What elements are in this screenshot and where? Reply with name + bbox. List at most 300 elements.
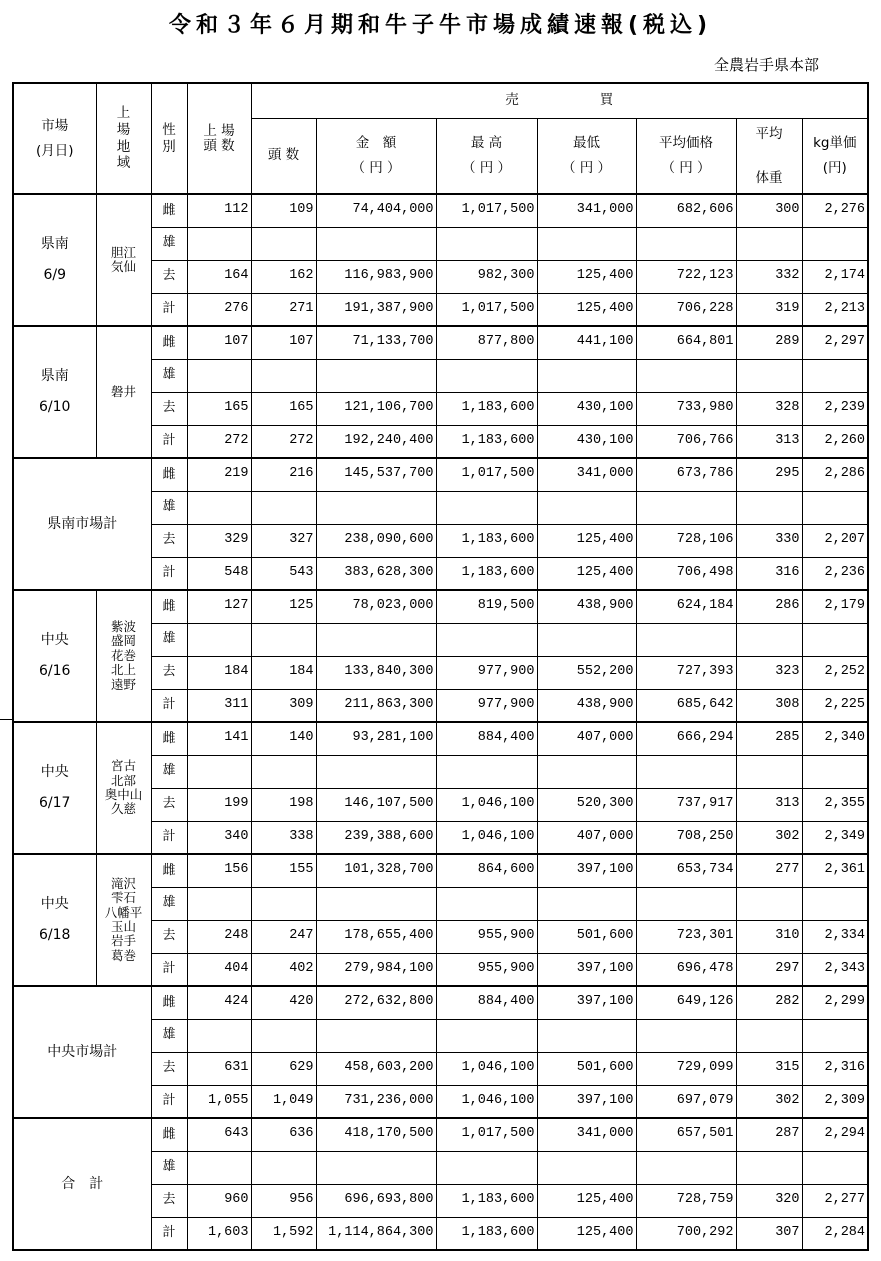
min-price-cell bbox=[537, 755, 636, 788]
amount-cell bbox=[316, 1019, 436, 1052]
max-price-cell: 1,183,600 bbox=[436, 1217, 537, 1250]
margin-mark bbox=[0, 719, 12, 720]
amount-cell: 1,114,864,300 bbox=[316, 1217, 436, 1250]
avg-price-cell: 682,606 bbox=[636, 194, 736, 227]
listed-heads-cell bbox=[187, 1151, 251, 1184]
listed-heads-cell: 184 bbox=[187, 656, 251, 689]
min-price-cell bbox=[537, 491, 636, 524]
sold-heads-cell: 636 bbox=[251, 1118, 316, 1151]
avg-price-cell bbox=[636, 1151, 736, 1184]
avg-price-cell: 657,501 bbox=[636, 1118, 736, 1151]
header-kg-price-unit: (円) bbox=[822, 159, 847, 176]
sold-heads-cell: 125 bbox=[251, 590, 316, 623]
sold-heads-cell bbox=[251, 755, 316, 788]
max-price-cell: 1,046,100 bbox=[436, 1052, 537, 1085]
kg-price-cell: 2,260 bbox=[802, 425, 868, 458]
area-name: 紫波 bbox=[110, 619, 136, 635]
area-name: 盛岡 bbox=[110, 633, 136, 649]
min-price-cell: 341,000 bbox=[537, 458, 636, 491]
amount-cell bbox=[316, 491, 436, 524]
avg-weight-cell: 289 bbox=[736, 326, 802, 359]
avg-price-cell: 673,786 bbox=[636, 458, 736, 491]
max-price-cell: 1,017,500 bbox=[436, 1118, 537, 1151]
max-price-cell bbox=[436, 491, 537, 524]
listed-heads-cell: 127 bbox=[187, 590, 251, 623]
market-date: 6/18 bbox=[39, 927, 71, 943]
avg-weight-cell: 295 bbox=[736, 458, 802, 491]
min-price-cell: 125,400 bbox=[537, 260, 636, 293]
sex-label: 雄 bbox=[151, 1019, 187, 1052]
header-max-label: 最 高 bbox=[470, 135, 503, 152]
sex-label: 計 bbox=[151, 821, 187, 854]
avg-weight-cell: 308 bbox=[736, 689, 802, 722]
amount-cell bbox=[316, 887, 436, 920]
header-sales-group: 売 買 bbox=[251, 83, 868, 118]
avg-price-cell: 728,106 bbox=[636, 524, 736, 557]
listed-heads-cell: 107 bbox=[187, 326, 251, 359]
area-cell bbox=[96, 722, 151, 854]
amount-cell: 279,984,100 bbox=[316, 953, 436, 986]
avg-price-cell bbox=[636, 491, 736, 524]
avg-price-cell bbox=[636, 359, 736, 392]
avg-price-cell: 733,980 bbox=[636, 392, 736, 425]
table-row bbox=[13, 458, 868, 491]
kg-price-cell: 2,276 bbox=[802, 194, 868, 227]
avg-weight-cell: 277 bbox=[736, 854, 802, 887]
amount-cell: 71,133,700 bbox=[316, 326, 436, 359]
sold-heads-cell: 271 bbox=[251, 293, 316, 326]
market-name: 中央 bbox=[40, 632, 69, 649]
header-max bbox=[436, 118, 537, 194]
header-sex-char: 別 bbox=[162, 138, 176, 155]
listed-heads-cell: 329 bbox=[187, 524, 251, 557]
sex-label: 雄 bbox=[151, 359, 187, 392]
avg-weight-cell: 328 bbox=[736, 392, 802, 425]
avg-weight-cell bbox=[736, 887, 802, 920]
min-price-cell bbox=[537, 1151, 636, 1184]
area-name: 胆江 bbox=[110, 244, 136, 260]
header-listed-heads-line: 上 場 bbox=[203, 122, 235, 139]
header-min-unit: （ 円 ） bbox=[561, 159, 612, 176]
avg-weight-cell: 313 bbox=[736, 425, 802, 458]
header-market-date: (月日) bbox=[35, 142, 74, 159]
kg-price-cell bbox=[802, 491, 868, 524]
kg-price-cell: 2,174 bbox=[802, 260, 868, 293]
market-group bbox=[13, 194, 868, 326]
sex-label: 雌 bbox=[151, 326, 187, 359]
min-price-cell: 438,900 bbox=[537, 590, 636, 623]
sex-label: 計 bbox=[151, 1085, 187, 1118]
listed-heads-cell bbox=[187, 359, 251, 392]
table-row bbox=[13, 1118, 868, 1151]
max-price-cell: 1,183,600 bbox=[436, 392, 537, 425]
sex-label: 雌 bbox=[151, 1118, 187, 1151]
sex-label: 去 bbox=[151, 1184, 187, 1217]
amount-cell: 272,632,800 bbox=[316, 986, 436, 1019]
max-price-cell: 877,800 bbox=[436, 326, 537, 359]
area-cell bbox=[96, 590, 151, 722]
max-price-cell: 1,046,100 bbox=[436, 1085, 537, 1118]
avg-weight-cell: 330 bbox=[736, 524, 802, 557]
avg-price-cell: 664,801 bbox=[636, 326, 736, 359]
sex-label: 計 bbox=[151, 953, 187, 986]
avg-price-cell bbox=[636, 623, 736, 656]
sold-heads-cell: 272 bbox=[251, 425, 316, 458]
avg-price-cell: 653,734 bbox=[636, 854, 736, 887]
avg-price-cell: 723,301 bbox=[636, 920, 736, 953]
sex-label: 雄 bbox=[151, 887, 187, 920]
max-price-cell: 864,600 bbox=[436, 854, 537, 887]
listed-heads-cell bbox=[187, 1019, 251, 1052]
sex-label: 雄 bbox=[151, 623, 187, 656]
market-name: 中央 bbox=[40, 896, 69, 913]
avg-price-cell: 685,642 bbox=[636, 689, 736, 722]
sex-label: 計 bbox=[151, 1217, 187, 1250]
listed-heads-cell bbox=[187, 887, 251, 920]
amount-cell: 145,537,700 bbox=[316, 458, 436, 491]
header-area-char: 域 bbox=[116, 155, 131, 172]
max-price-cell: 1,046,100 bbox=[436, 821, 537, 854]
avg-weight-cell: 319 bbox=[736, 293, 802, 326]
kg-price-cell: 2,343 bbox=[802, 953, 868, 986]
kg-price-cell: 2,309 bbox=[802, 1085, 868, 1118]
avg-weight-cell: 286 bbox=[736, 590, 802, 623]
avg-weight-cell: 323 bbox=[736, 656, 802, 689]
amount-cell: 383,628,300 bbox=[316, 557, 436, 590]
max-price-cell: 1,183,600 bbox=[436, 557, 537, 590]
area-name: 雫石 bbox=[110, 890, 136, 906]
max-price-cell: 884,400 bbox=[436, 722, 537, 755]
area-name: 玉山 bbox=[110, 919, 136, 934]
header-min bbox=[537, 118, 636, 194]
sold-heads-cell: 247 bbox=[251, 920, 316, 953]
amount-cell: 192,240,400 bbox=[316, 425, 436, 458]
market-name: 県南 bbox=[40, 236, 69, 253]
header-min-label: 最低 bbox=[573, 135, 600, 152]
min-price-cell: 341,000 bbox=[537, 194, 636, 227]
min-price-cell: 407,000 bbox=[537, 722, 636, 755]
min-price-cell: 501,600 bbox=[537, 920, 636, 953]
min-price-cell: 501,600 bbox=[537, 1052, 636, 1085]
market-cell bbox=[13, 722, 96, 854]
listed-heads-cell: 199 bbox=[187, 788, 251, 821]
listed-heads-cell: 272 bbox=[187, 425, 251, 458]
header-amount-label: 金 額 bbox=[355, 135, 397, 152]
min-price-cell: 125,400 bbox=[537, 524, 636, 557]
amount-cell: 211,863,300 bbox=[316, 689, 436, 722]
amount-cell bbox=[316, 755, 436, 788]
kg-price-cell bbox=[802, 359, 868, 392]
listed-heads-cell bbox=[187, 227, 251, 260]
header-area-char: 場 bbox=[116, 121, 131, 138]
kg-price-cell: 2,225 bbox=[802, 689, 868, 722]
area-name: 八幡平 bbox=[104, 904, 143, 920]
avg-price-cell: 737,917 bbox=[636, 788, 736, 821]
max-price-cell: 1,183,600 bbox=[436, 425, 537, 458]
market-name: 県南 bbox=[40, 368, 69, 385]
market-cell bbox=[13, 326, 96, 458]
sold-heads-cell bbox=[251, 1151, 316, 1184]
avg-price-cell: 624,184 bbox=[636, 590, 736, 623]
sold-heads-cell: 543 bbox=[251, 557, 316, 590]
header-area-char: 地 bbox=[116, 138, 131, 155]
area-name: 葛巻 bbox=[110, 947, 136, 963]
area-name: 北上 bbox=[110, 662, 136, 678]
avg-weight-cell bbox=[736, 227, 802, 260]
kg-price-cell: 2,334 bbox=[802, 920, 868, 953]
min-price-cell: 520,300 bbox=[537, 788, 636, 821]
amount-cell bbox=[316, 623, 436, 656]
market-cell bbox=[13, 194, 96, 326]
sold-heads-cell: 109 bbox=[251, 194, 316, 227]
market-cell bbox=[13, 590, 96, 722]
kg-price-cell bbox=[802, 1151, 868, 1184]
avg-price-cell: 729,099 bbox=[636, 1052, 736, 1085]
listed-heads-cell: 404 bbox=[187, 953, 251, 986]
sold-heads-cell bbox=[251, 1019, 316, 1052]
sex-label: 雌 bbox=[151, 590, 187, 623]
sold-heads-cell: 155 bbox=[251, 854, 316, 887]
max-price-cell: 1,017,500 bbox=[436, 194, 537, 227]
market-group bbox=[13, 458, 868, 590]
sold-heads-cell bbox=[251, 623, 316, 656]
sex-label: 去 bbox=[151, 1052, 187, 1085]
amount-cell: 116,983,900 bbox=[316, 260, 436, 293]
listed-heads-cell bbox=[187, 491, 251, 524]
amount-cell: 93,281,100 bbox=[316, 722, 436, 755]
subtotal-label: 中央市場計 bbox=[13, 986, 151, 1118]
min-price-cell: 397,100 bbox=[537, 1085, 636, 1118]
max-price-cell: 955,900 bbox=[436, 920, 537, 953]
min-price-cell bbox=[537, 227, 636, 260]
area-cell bbox=[96, 194, 151, 326]
avg-price-cell: 706,498 bbox=[636, 557, 736, 590]
avg-price-cell: 728,759 bbox=[636, 1184, 736, 1217]
kg-price-cell: 2,349 bbox=[802, 821, 868, 854]
listed-heads-cell: 248 bbox=[187, 920, 251, 953]
kg-price-cell: 2,355 bbox=[802, 788, 868, 821]
min-price-cell bbox=[537, 887, 636, 920]
avg-weight-cell bbox=[736, 623, 802, 656]
header-avg-price-label: 平均価格 bbox=[659, 135, 713, 152]
max-price-cell: 982,300 bbox=[436, 260, 537, 293]
area-name: 久慈 bbox=[110, 801, 136, 817]
header-avg-weight bbox=[736, 118, 802, 194]
header-heads: 頭 数 bbox=[251, 118, 316, 194]
header-listed-heads-line: 頭 数 bbox=[203, 137, 235, 154]
kg-price-cell bbox=[802, 755, 868, 788]
kg-price-cell: 2,213 bbox=[802, 293, 868, 326]
listed-heads-cell: 1,055 bbox=[187, 1085, 251, 1118]
header-kg-price bbox=[802, 118, 868, 194]
area-name: 遠野 bbox=[110, 676, 136, 692]
kg-price-cell: 2,297 bbox=[802, 326, 868, 359]
avg-weight-cell: 287 bbox=[736, 1118, 802, 1151]
sold-heads-cell: 140 bbox=[251, 722, 316, 755]
kg-price-cell: 2,179 bbox=[802, 590, 868, 623]
header-area bbox=[96, 83, 151, 194]
listed-heads-cell: 164 bbox=[187, 260, 251, 293]
sold-heads-cell bbox=[251, 359, 316, 392]
listed-heads-cell bbox=[187, 623, 251, 656]
min-price-cell: 397,100 bbox=[537, 986, 636, 1019]
min-price-cell: 125,400 bbox=[537, 557, 636, 590]
amount-cell: 121,106,700 bbox=[316, 392, 436, 425]
sold-heads-cell: 629 bbox=[251, 1052, 316, 1085]
max-price-cell: 1,017,500 bbox=[436, 293, 537, 326]
sex-label: 計 bbox=[151, 425, 187, 458]
sold-heads-cell: 198 bbox=[251, 788, 316, 821]
max-price-cell: 977,900 bbox=[436, 656, 537, 689]
sex-label: 雌 bbox=[151, 854, 187, 887]
listed-heads-cell: 276 bbox=[187, 293, 251, 326]
sex-label: 計 bbox=[151, 293, 187, 326]
kg-price-cell: 2,207 bbox=[802, 524, 868, 557]
avg-weight-cell: 313 bbox=[736, 788, 802, 821]
results-table bbox=[12, 82, 869, 1251]
amount-cell bbox=[316, 359, 436, 392]
table-row bbox=[13, 326, 868, 359]
avg-weight-cell: 302 bbox=[736, 1085, 802, 1118]
max-price-cell: 1,183,600 bbox=[436, 1184, 537, 1217]
sold-heads-cell: 184 bbox=[251, 656, 316, 689]
listed-heads-cell: 424 bbox=[187, 986, 251, 1019]
table-row bbox=[13, 590, 868, 623]
min-price-cell: 407,000 bbox=[537, 821, 636, 854]
avg-price-cell: 697,079 bbox=[636, 1085, 736, 1118]
min-price-cell: 341,000 bbox=[537, 1118, 636, 1151]
listed-heads-cell: 340 bbox=[187, 821, 251, 854]
sold-heads-cell: 1,049 bbox=[251, 1085, 316, 1118]
max-price-cell bbox=[436, 1019, 537, 1052]
area-cell bbox=[96, 326, 151, 458]
min-price-cell: 430,100 bbox=[537, 392, 636, 425]
listed-heads-cell: 960 bbox=[187, 1184, 251, 1217]
avg-price-cell: 706,228 bbox=[636, 293, 736, 326]
sold-heads-cell: 107 bbox=[251, 326, 316, 359]
table-row bbox=[13, 854, 868, 887]
amount-cell: 696,693,800 bbox=[316, 1184, 436, 1217]
min-price-cell: 438,900 bbox=[537, 689, 636, 722]
max-price-cell bbox=[436, 887, 537, 920]
avg-weight-cell bbox=[736, 1019, 802, 1052]
sold-heads-cell bbox=[251, 887, 316, 920]
amount-cell: 191,387,900 bbox=[316, 293, 436, 326]
sex-label: 雄 bbox=[151, 227, 187, 260]
amount-cell: 78,023,000 bbox=[316, 590, 436, 623]
sold-heads-cell: 338 bbox=[251, 821, 316, 854]
header-sex bbox=[151, 83, 187, 194]
sold-heads-cell bbox=[251, 227, 316, 260]
sold-heads-cell: 309 bbox=[251, 689, 316, 722]
amount-cell: 101,328,700 bbox=[316, 854, 436, 887]
amount-cell: 239,388,600 bbox=[316, 821, 436, 854]
header-amount bbox=[316, 118, 436, 194]
amount-cell bbox=[316, 1151, 436, 1184]
sex-label: 去 bbox=[151, 392, 187, 425]
sex-label: 去 bbox=[151, 524, 187, 557]
market-group bbox=[13, 722, 868, 854]
max-price-cell bbox=[436, 359, 537, 392]
header-avg-price bbox=[636, 118, 736, 194]
sold-heads-cell: 1,592 bbox=[251, 1217, 316, 1250]
page-title: 令和３年６月期和牛子牛市場成績速報(税込) bbox=[168, 13, 713, 38]
amount-cell: 146,107,500 bbox=[316, 788, 436, 821]
sold-heads-cell bbox=[251, 491, 316, 524]
area-name: 奥中山 bbox=[104, 787, 143, 802]
header-kg-price-label: kg単価 bbox=[813, 135, 857, 152]
sex-label: 雄 bbox=[151, 755, 187, 788]
listed-heads-cell: 1,603 bbox=[187, 1217, 251, 1250]
avg-weight-cell bbox=[736, 1151, 802, 1184]
avg-weight-cell bbox=[736, 359, 802, 392]
avg-price-cell: 649,126 bbox=[636, 986, 736, 1019]
sex-label: 去 bbox=[151, 656, 187, 689]
max-price-cell bbox=[436, 227, 537, 260]
market-cell bbox=[13, 854, 96, 986]
listed-heads-cell: 156 bbox=[187, 854, 251, 887]
sold-heads-cell: 327 bbox=[251, 524, 316, 557]
market-group bbox=[13, 854, 868, 986]
min-price-cell: 430,100 bbox=[537, 425, 636, 458]
min-price-cell: 441,100 bbox=[537, 326, 636, 359]
sold-heads-cell: 216 bbox=[251, 458, 316, 491]
area-name: 花巻 bbox=[110, 647, 136, 663]
min-price-cell bbox=[537, 623, 636, 656]
min-price-cell: 125,400 bbox=[537, 1184, 636, 1217]
max-price-cell: 1,017,500 bbox=[436, 458, 537, 491]
kg-price-cell: 2,340 bbox=[802, 722, 868, 755]
area-name: 滝沢 bbox=[110, 875, 136, 891]
min-price-cell: 397,100 bbox=[537, 953, 636, 986]
avg-price-cell: 666,294 bbox=[636, 722, 736, 755]
avg-weight-cell: 300 bbox=[736, 194, 802, 227]
header-avg-weight-label: 平均 bbox=[755, 125, 783, 142]
kg-price-cell: 2,284 bbox=[802, 1217, 868, 1250]
sold-heads-cell: 956 bbox=[251, 1184, 316, 1217]
listed-heads-cell: 219 bbox=[187, 458, 251, 491]
amount-cell: 458,603,200 bbox=[316, 1052, 436, 1085]
min-price-cell: 552,200 bbox=[537, 656, 636, 689]
sold-heads-cell: 420 bbox=[251, 986, 316, 1019]
avg-weight-cell: 302 bbox=[736, 821, 802, 854]
sold-heads-cell: 402 bbox=[251, 953, 316, 986]
area-name: 岩手 bbox=[110, 933, 136, 949]
header-listed-heads bbox=[187, 83, 251, 194]
header-amount-unit: （ 円 ） bbox=[351, 159, 401, 176]
max-price-cell: 819,500 bbox=[436, 590, 537, 623]
avg-price-cell bbox=[636, 755, 736, 788]
max-price-cell: 955,900 bbox=[436, 953, 537, 986]
amount-cell: 178,655,400 bbox=[316, 920, 436, 953]
area-cell bbox=[96, 854, 151, 986]
sex-label: 去 bbox=[151, 788, 187, 821]
area-name: 気仙 bbox=[110, 259, 136, 274]
area-name: 北部 bbox=[110, 772, 136, 788]
sex-label: 雌 bbox=[151, 986, 187, 1019]
kg-price-cell: 2,252 bbox=[802, 656, 868, 689]
avg-weight-cell: 315 bbox=[736, 1052, 802, 1085]
kg-price-cell: 2,277 bbox=[802, 1184, 868, 1217]
amount-cell: 133,840,300 bbox=[316, 656, 436, 689]
header-market bbox=[13, 83, 96, 194]
kg-price-cell: 2,286 bbox=[802, 458, 868, 491]
avg-price-cell: 708,250 bbox=[636, 821, 736, 854]
market-date: 6/10 bbox=[39, 399, 71, 415]
listed-heads-cell: 141 bbox=[187, 722, 251, 755]
kg-price-cell bbox=[802, 887, 868, 920]
kg-price-cell bbox=[802, 1019, 868, 1052]
